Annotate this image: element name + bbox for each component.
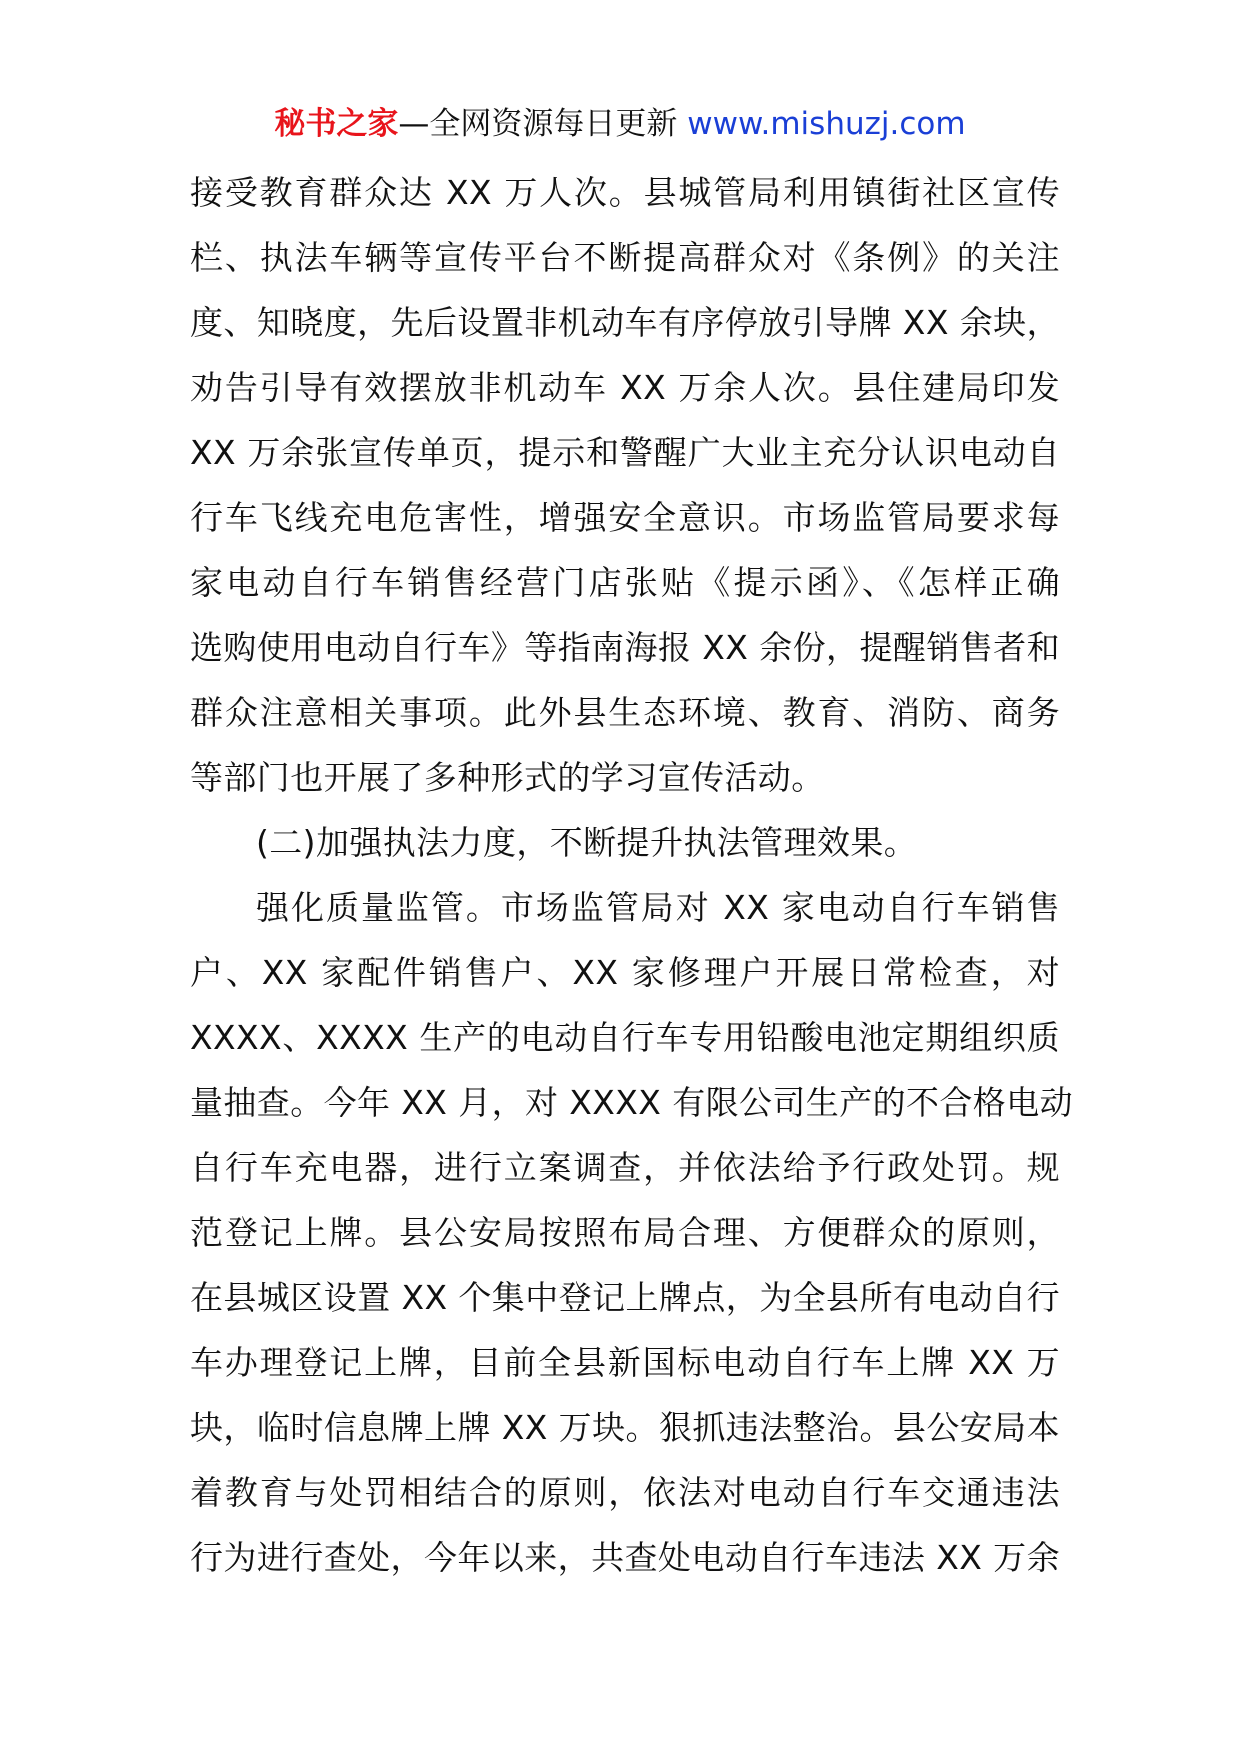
text-line: 量抽查。今年 XX 月，对 XXXX 有限公司生产的不合格电动 xyxy=(190,1083,1074,1122)
site-url-link[interactable]: www.mishuzj.com xyxy=(687,106,966,142)
text-line: 范登记上牌。县公安局按照布局合理、方便群众的原则， xyxy=(190,1213,1060,1252)
text-line: 度、知晓度，先后设置非机动车有序停放引导牌 XX 余块， xyxy=(190,303,1060,342)
header-slogan: —全网资源每日更新 xyxy=(398,106,688,142)
brand-name: 秘书之家 xyxy=(274,106,399,142)
text-line: 在县城区设置 XX 个集中登记上牌点，为全县所有电动自行 xyxy=(190,1278,1060,1317)
text-line: 行为进行查处，今年以来，共查处电动自行车违法 XX 万余 xyxy=(190,1538,1060,1577)
text-line: 块，临时信息牌上牌 XX 万块。狠抓违法整治。县公安局本 xyxy=(190,1408,1060,1447)
text-line: 自行车充电器，进行立案调查，并依法给予行政处罚。规 xyxy=(190,1148,1060,1187)
text-line: 栏、执法车辆等宣传平台不断提高群众对《条例》的关注 xyxy=(190,238,1060,277)
paragraph-start-line: 强化质量监管。市场监管局对 XX 家电动自行车销售 xyxy=(256,888,1060,927)
document-body xyxy=(190,160,1074,1590)
text-line: XXXX、XXXX 生产的电动自行车专用铅酸电池定期组织质 xyxy=(190,1018,1060,1057)
text-line: 户、XX 家配件销售户、XX 家修理户开展日常检查，对 xyxy=(190,953,1060,992)
text-line: 着教育与处罚相结合的原则，依法对电动自行车交通违法 xyxy=(190,1473,1060,1512)
section-heading: (二)加强执法力度，不断提升执法管理效果。 xyxy=(256,823,918,862)
text-line: 接受教育群众达 XX 万人次。县城管局利用镇街社区宣传 xyxy=(190,173,1060,212)
text-line: 行车飞线充电危害性，增强安全意识。市场监管局要求每 xyxy=(190,498,1060,537)
paragraph-end-line: 等部门也开展了多种形式的学习宣传活动。 xyxy=(190,758,825,797)
text-line: 家电动自行车销售经营门店张贴《提示函》、《怎样正确 xyxy=(190,563,1060,602)
text-line: 群众注意相关事项。此外县生态环境、教育、消防、商务 xyxy=(190,693,1060,732)
text-line: 劝告引导有效摆放非机动车 XX 万余人次。县住建局印发 xyxy=(190,368,1060,407)
text-line: 选购使用电动自行车》等指南海报 XX 余份，提醒销售者和 xyxy=(190,628,1060,667)
text-line: XX 万余张宣传单页，提示和警醒广大业主充分认识电动自 xyxy=(190,433,1060,472)
site-header xyxy=(0,102,1240,146)
text-line: 车办理登记上牌，目前全县新国标电动自行车上牌 XX 万 xyxy=(190,1343,1060,1382)
